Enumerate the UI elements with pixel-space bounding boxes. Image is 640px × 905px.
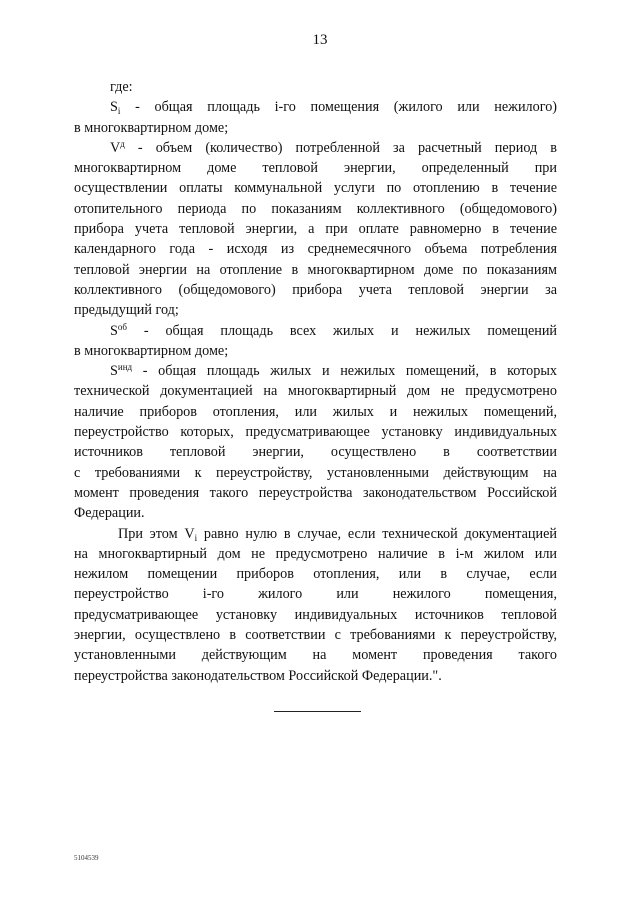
definition-text: в многоквартирном доме; bbox=[74, 119, 229, 136]
definition-text: коллективного (общедомового) прибора учета тепловой энергии за bbox=[74, 281, 557, 298]
page-number: 13 bbox=[312, 32, 328, 48]
end-divider-line bbox=[274, 711, 361, 712]
symbol-s: S bbox=[110, 99, 118, 116]
definition-text: источников тепловой энергии, осуществлено в соответствии bbox=[74, 444, 557, 461]
symbol-s: S bbox=[110, 363, 118, 380]
definition-text: с требованиями к переустройству, установленными действующим на bbox=[74, 464, 557, 481]
symbol-v: V bbox=[110, 139, 121, 156]
definition-text: - общая площадь i-го помещения (жилого или нежилого) bbox=[135, 99, 558, 116]
definition-text: осуществлении оплаты коммунальной услуги по отоплению в течение bbox=[74, 180, 557, 197]
definition-text: - объем (количество) потребленной за расчетный период в bbox=[137, 139, 557, 156]
document-body bbox=[74, 77, 557, 686]
definition-v bbox=[74, 138, 557, 321]
document-code: 5104539 bbox=[74, 854, 99, 862]
definition-text: тепловой энергии на отопление в многоквартирном доме по показаниям bbox=[74, 261, 557, 278]
paragraph-text: предусматривающее установку индивидуальных источников тепловой bbox=[74, 606, 557, 623]
paragraph-text: установленными действующим на момент проведения такого bbox=[74, 647, 557, 664]
paragraph-text: переустройства законодательством Российской Федерации.". bbox=[74, 667, 442, 684]
definition-text: предыдущий год; bbox=[74, 302, 179, 319]
closing-prefix: При этом V bbox=[118, 525, 195, 542]
paragraph-text: энергии, осуществлено в соответствии с требованиями к переустройству, bbox=[74, 627, 557, 644]
definition-s-ob bbox=[74, 321, 557, 362]
definition-text: технической документацией на многоквартирный дом не предусмотрено bbox=[74, 383, 557, 400]
symbol-s: S bbox=[110, 322, 118, 339]
definition-text: календарного года - исходя из среднемесячного объема потребления bbox=[74, 241, 557, 258]
definition-text: многоквартирном доме тепловой энергии, определенный при bbox=[74, 160, 557, 177]
definition-text: наличие приборов отопления, или жилых и нежилых помещений, bbox=[74, 403, 557, 420]
symbol-superscript: об bbox=[117, 321, 127, 332]
paragraph-text: равно нулю в случае, если технической документацией bbox=[203, 525, 557, 542]
definition-s-ind bbox=[74, 361, 557, 523]
paragraph-text: на многоквартирный дом не предусмотрено наличие в i-м жилом или bbox=[74, 545, 557, 562]
definition-text: Федерации. bbox=[74, 505, 145, 522]
definition-text: момент проведения такого переустройства законодательством Российской bbox=[74, 484, 557, 501]
paragraph-text: нежилом помещении приборов отопления, или в случае, если bbox=[74, 566, 557, 583]
closing-paragraph bbox=[74, 524, 557, 686]
where-intro: где: bbox=[110, 79, 133, 95]
symbol-superscript: инд bbox=[117, 362, 133, 373]
symbol-superscript: д bbox=[120, 138, 125, 149]
definition-text: прибора учета тепловой энергии, а при оплате равномерно в течение bbox=[74, 221, 557, 238]
symbol-subscript: i bbox=[117, 106, 121, 117]
definition-text: переустройство которых, предусматривающее установку индивидуальных bbox=[74, 424, 557, 441]
definition-text: в многоквартирном доме; bbox=[74, 342, 229, 359]
definition-text: - общая площадь всех жилых и нежилых помещений bbox=[143, 322, 558, 339]
definition-text: - общая площадь жилых и нежилых помещений, в которых bbox=[142, 363, 557, 380]
paragraph-text: переустройство i-го жилого или нежилого помещения, bbox=[74, 586, 557, 603]
definition-s-i bbox=[74, 97, 557, 138]
definition-text: отопительного периода по показаниям коллективного (общедомового) bbox=[74, 200, 557, 217]
symbol-subscript: i bbox=[194, 532, 198, 543]
